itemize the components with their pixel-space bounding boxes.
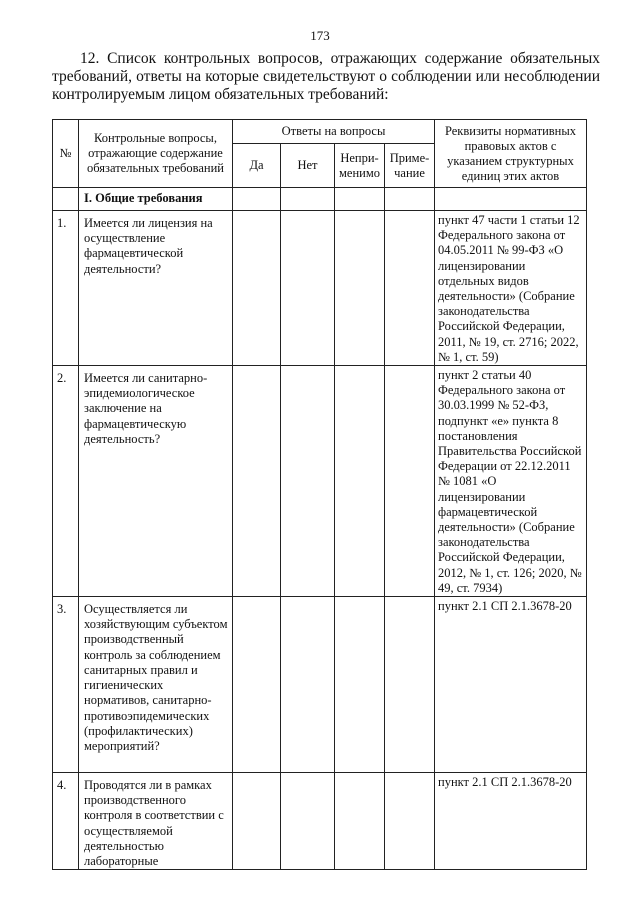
- answer-yes-cell[interactable]: [233, 211, 281, 366]
- answer-no-cell[interactable]: [281, 366, 335, 597]
- answer-yes-cell[interactable]: [233, 773, 281, 870]
- answer-note-cell[interactable]: [385, 366, 435, 597]
- header-number: №: [53, 120, 79, 188]
- row-reference: пункт 47 части 1 статьи 12 Федерального закона от 04.05.2011 № 99-ФЗ «О лицензировании отдельных видов деятельности» (Собрание законодательства Российской Федерации, 2011, № 19, ст. 2716; 2022, № 1, ст. 59): [435, 211, 587, 366]
- page-number: 173: [310, 28, 330, 43]
- checklist-table: [52, 119, 587, 870]
- answer-note-cell[interactable]: [385, 211, 435, 366]
- header-question: Контрольные вопросы, отражающие содержание обязательных требований: [79, 120, 233, 188]
- header-note: Приме-чание: [385, 144, 435, 188]
- table-row: [53, 773, 587, 870]
- table-row: [53, 211, 587, 366]
- answer-note-cell[interactable]: [385, 773, 435, 870]
- answer-no-cell[interactable]: [281, 211, 335, 366]
- row-number: 3.: [53, 597, 79, 773]
- checklist-heading: 12. Список контрольных вопросов, отражающих содержание обязательных требований, ответы на которые свидетельствуют о соблюдении или несоблюдении контролируемым лицом обязательных требований:: [52, 50, 600, 103]
- header-answers: Ответы на вопросы: [233, 120, 435, 144]
- row-number: 4.: [53, 773, 79, 870]
- row-reference: пункт 2.1 СП 2.1.3678-20: [435, 773, 587, 870]
- row-number: 2.: [53, 366, 79, 597]
- answer-not-applicable-cell[interactable]: [335, 773, 385, 870]
- answer-no-cell[interactable]: [281, 773, 335, 870]
- row-question: Осуществляется ли хозяйствующим субъектом производственный контроль за соблюдением санитарных правил и гигиенических нормативов, санитарно-противоэпидемических (профилактических) мероприятий?: [79, 597, 233, 773]
- answer-yes-cell[interactable]: [233, 366, 281, 597]
- header-no: Нет: [281, 144, 335, 188]
- row-question: Имеется ли санитарно-эпидемиологическое заключение на фармацевтическую деятельность?: [79, 366, 233, 597]
- header-yes: Да: [233, 144, 281, 188]
- answer-not-applicable-cell[interactable]: [335, 366, 385, 597]
- row-number: 1.: [53, 211, 79, 366]
- row-reference: пункт 2 статьи 40 Федерального закона от 30.03.1999 № 52-ФЗ, подпункт «е» пункта 8 постановления Правительства Российской Федерации от 22.12.2011 № 1081 «О лицензировании фармацевтической деятельности» (Собрание законодательства Российской Федерации, 2012, № 1, ст. 126; 2020, № 49, ст. 7934): [435, 366, 587, 597]
- table-row: [53, 597, 587, 773]
- answer-not-applicable-cell[interactable]: [335, 597, 385, 773]
- table-row: [53, 366, 587, 597]
- row-question: Проводятся ли в рамках производственного контроля в соответствии с осуществляемой деятельностью лабораторные: [79, 773, 233, 870]
- header-not-applicable: Непри-менимо: [335, 144, 385, 188]
- answer-no-cell[interactable]: [281, 597, 335, 773]
- answer-not-applicable-cell[interactable]: [335, 211, 385, 366]
- row-question: Имеется ли лицензия на осуществление фармацевтической деятельности?: [79, 211, 233, 366]
- section-title: I. Общие требования: [79, 188, 233, 211]
- row-reference: пункт 2.1 СП 2.1.3678-20: [435, 597, 587, 773]
- answer-note-cell[interactable]: [385, 597, 435, 773]
- header-references: Реквизиты нормативных правовых актов с указанием структурных единиц этих актов: [435, 120, 587, 188]
- section-row: [53, 188, 587, 211]
- answer-yes-cell[interactable]: [233, 597, 281, 773]
